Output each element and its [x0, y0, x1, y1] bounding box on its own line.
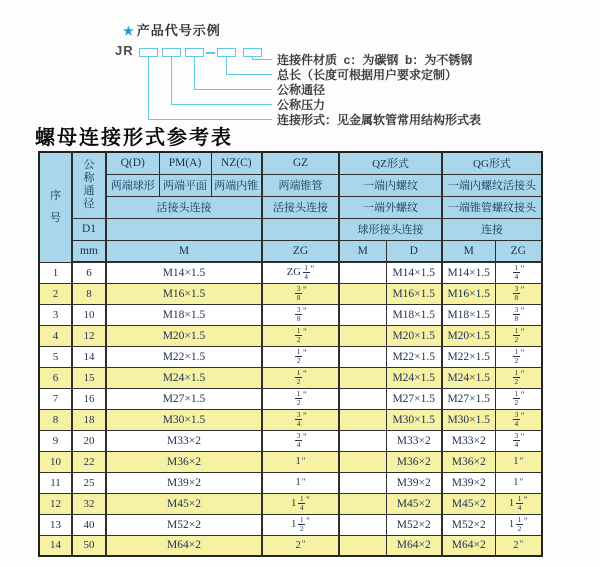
- header-zg-qg: ZG: [495, 240, 542, 262]
- cell-seq: 12: [39, 493, 72, 514]
- cell-qz-m: [339, 430, 386, 451]
- cell-m-thread: M30×1.5: [106, 409, 262, 430]
- cell-qg-m: M18×1.5: [442, 304, 495, 325]
- cell-gz-zg: $\frac{3}{4}$ ": [262, 409, 339, 430]
- cell-qz-d: M22×1.5: [386, 346, 442, 367]
- cell-m-thread: M36×2: [106, 451, 262, 472]
- cell-qz-m: [339, 409, 386, 430]
- table-title: 螺母连接形式参考表: [35, 127, 233, 149]
- cell-qz-d: M20×1.5: [386, 325, 442, 346]
- cell-qz-d: M64×2: [386, 535, 442, 556]
- cell-m-thread: M27×1.5: [106, 388, 262, 409]
- connector-line: [226, 74, 272, 75]
- cell-m-thread: M45×2: [106, 493, 262, 514]
- code-box-2: [162, 48, 181, 57]
- cell-qg-zg: $\frac{1}{4}$ ": [495, 262, 542, 283]
- header-qz-end2: 一端外螺纹: [339, 196, 442, 218]
- header-blank-left: [106, 218, 262, 240]
- header-qz-end1: 一端内螺纹: [339, 174, 442, 196]
- table-row: [39, 283, 542, 304]
- table-row: [39, 514, 542, 535]
- cell-m-thread: M52×2: [106, 514, 262, 535]
- cell-seq: 3: [39, 304, 72, 325]
- header-group-qz: QZ形式: [339, 152, 442, 174]
- connector-line: [148, 57, 149, 120]
- cell-qg-m: M20×1.5: [442, 325, 495, 346]
- header-d1: D1: [72, 218, 106, 240]
- cell-qg-zg: $\frac{3}{4}$ ": [495, 430, 542, 451]
- header-nominal-diameter: 公 称 通 径: [72, 152, 106, 218]
- nut-connection-table: [38, 151, 543, 557]
- code-box-3: [185, 48, 204, 57]
- cell-seq: 1: [39, 262, 72, 283]
- product-code-example-title: [123, 20, 221, 39]
- cell-gz-zg: $\frac{1}{2}$ ": [262, 346, 339, 367]
- cell-qg-m: M16×1.5: [442, 283, 495, 304]
- cell-seq: 11: [39, 472, 72, 493]
- header-seq: 序 号: [39, 152, 72, 262]
- header-pm-ends: 两端平面: [159, 174, 211, 196]
- cell-m-thread: M14×1.5: [106, 262, 262, 283]
- cell-dn: 18: [72, 409, 106, 430]
- connector-line: [171, 104, 272, 105]
- cell-qz-m: [339, 367, 386, 388]
- cell-qg-m: M36×2: [442, 451, 495, 472]
- cell-m-thread: M64×2: [106, 535, 262, 556]
- label-nominal-diameter: 公称通径: [277, 83, 326, 97]
- cell-qg-m: M39×2: [442, 472, 495, 493]
- cell-qg-m: M33×2: [442, 430, 495, 451]
- cell-seq: 9: [39, 430, 72, 451]
- cell-gz-zg: 1": [262, 451, 339, 472]
- cell-qz-d: M14×1.5: [386, 262, 442, 283]
- cell-qg-m: M64×2: [442, 535, 495, 556]
- reference-table: [38, 151, 543, 557]
- table-row: [39, 304, 542, 325]
- cell-dn: 40: [72, 514, 106, 535]
- table-body: [39, 262, 542, 556]
- connector-line: [171, 57, 172, 105]
- cell-seq: 4: [39, 325, 72, 346]
- cell-qz-m: [339, 283, 386, 304]
- cell-qz-d: M30×1.5: [386, 409, 442, 430]
- header-group-q: Q(D): [106, 152, 159, 174]
- cell-qg-m: M24×1.5: [442, 367, 495, 388]
- label-nominal-pressure: 公称压力: [277, 98, 326, 112]
- cell-qz-m: [339, 535, 386, 556]
- header-d-qz: D: [386, 240, 442, 262]
- cell-m-thread: M18×1.5: [106, 304, 262, 325]
- product-code-example-label: 产品代号示例: [136, 23, 221, 38]
- cell-qz-d: M52×2: [386, 514, 442, 535]
- cell-dn: 6: [72, 262, 106, 283]
- cell-qg-zg: $\frac{3}{8}$ ": [495, 304, 542, 325]
- header-qg-end2: 一端锥管螺纹接头: [442, 196, 542, 218]
- table-row: [39, 451, 542, 472]
- table-row: [39, 367, 542, 388]
- cell-dn: 12: [72, 325, 106, 346]
- cell-qz-d: M16×1.5: [386, 283, 442, 304]
- header-group-gz: GZ: [262, 152, 339, 174]
- cell-gz-zg: $\frac{3}{8}$ ": [262, 283, 339, 304]
- cell-seq: 7: [39, 388, 72, 409]
- cell-qg-zg: 1 $\frac{1}{2}$ ": [495, 514, 542, 535]
- cell-gz-zg: $\frac{3}{4}$ ": [262, 430, 339, 451]
- table-row: [39, 535, 542, 556]
- header-qz-connection: 球形接头连接: [339, 218, 442, 240]
- code-box-1: [139, 48, 158, 57]
- cell-qg-zg: $\frac{1}{2}$ ": [495, 325, 542, 346]
- table-row: [39, 262, 542, 283]
- cell-qz-d: M39×2: [386, 472, 442, 493]
- header-zg-gz: ZG: [262, 240, 339, 262]
- cell-qg-zg: $\frac{1}{2}$ ": [495, 388, 542, 409]
- cell-qg-m: M52×2: [442, 514, 495, 535]
- cell-qz-d: M27×1.5: [386, 388, 442, 409]
- cell-qz-m: [339, 304, 386, 325]
- table-row: [39, 430, 542, 451]
- header-qg-connection: 连接: [442, 218, 542, 240]
- cell-qg-zg: 1 $\frac{1}{4}$ ": [495, 493, 542, 514]
- label-total-length: 总长（长度可根据用户要求定制）: [277, 68, 458, 82]
- label-connection-form: 连接形式：见金属软管常用结构形式表: [277, 113, 482, 127]
- connector-line: [148, 119, 272, 120]
- header-qg-end1: 一端内螺纹活接头: [442, 174, 542, 196]
- cell-seq: 14: [39, 535, 72, 556]
- cell-qz-d: M45×2: [386, 493, 442, 514]
- header-mm: mm: [72, 240, 106, 262]
- code-box-5: [243, 48, 262, 57]
- cell-gz-zg: ZG $\frac{1}{4}$ ": [262, 262, 339, 283]
- cell-qz-m: [339, 472, 386, 493]
- cell-qg-zg: 2": [495, 535, 542, 556]
- cell-m-thread: M39×2: [106, 472, 262, 493]
- cell-dn: 14: [72, 346, 106, 367]
- code-box-4: [217, 48, 236, 57]
- cell-qg-zg: $\frac{3}{4}$ ": [495, 409, 542, 430]
- header-gz-connection: 活接头连接: [262, 196, 339, 218]
- cell-seq: 10: [39, 451, 72, 472]
- cell-seq: 8: [39, 409, 72, 430]
- table-row: [39, 472, 542, 493]
- cell-qg-zg: $\frac{1}{2}$ ": [495, 367, 542, 388]
- header-group-nz: NZ(C): [211, 152, 262, 174]
- connector-line: [194, 57, 195, 90]
- cell-m-thread: M33×2: [106, 430, 262, 451]
- connector-line: [226, 57, 227, 75]
- cell-seq: 5: [39, 346, 72, 367]
- cell-dn: 8: [72, 283, 106, 304]
- cell-qz-d: M33×2: [386, 430, 442, 451]
- cell-qz-m: [339, 262, 386, 283]
- code-prefix: JR: [115, 43, 134, 58]
- cell-gz-zg: $\frac{1}{2}$ ": [262, 388, 339, 409]
- cell-m-thread: M20×1.5: [106, 325, 262, 346]
- cell-m-thread: M24×1.5: [106, 367, 262, 388]
- connector-line: [194, 89, 272, 90]
- cell-dn: 10: [72, 304, 106, 325]
- cell-gz-zg: 1": [262, 472, 339, 493]
- cell-qg-zg: 1": [495, 472, 542, 493]
- cell-qz-d: M36×2: [386, 451, 442, 472]
- cell-gz-zg: 1 $\frac{1}{2}$ ": [262, 514, 339, 535]
- cell-qg-m: M27×1.5: [442, 388, 495, 409]
- table-row: [39, 493, 542, 514]
- cell-dn: 50: [72, 535, 106, 556]
- cell-qz-m: [339, 451, 386, 472]
- header-group-qg: QG形式: [442, 152, 542, 174]
- code-dash: [206, 52, 215, 54]
- cell-qg-m: M30×1.5: [442, 409, 495, 430]
- label-connector-material: 连接件材质 c：为碳钢 b：为不锈钢: [277, 53, 473, 67]
- cell-qz-d: M24×1.5: [386, 367, 442, 388]
- cell-gz-zg: $\frac{1}{2}$ ": [262, 325, 339, 346]
- table-row: [39, 346, 542, 367]
- cell-qg-m: M22×1.5: [442, 346, 495, 367]
- cell-qg-zg: 1": [495, 451, 542, 472]
- cell-gz-zg: $\frac{3}{8}$ ": [262, 304, 339, 325]
- cell-gz-zg: 1 $\frac{1}{4}$ ": [262, 493, 339, 514]
- cell-dn: 15: [72, 367, 106, 388]
- header-union-connection: 活接头连接: [106, 196, 262, 218]
- cell-qg-zg: $\frac{1}{2}$ ": [495, 346, 542, 367]
- header-m-qg: M: [442, 240, 495, 262]
- header-gz-ends: 两端锥管: [262, 174, 339, 196]
- cell-dn: 16: [72, 388, 106, 409]
- cell-qg-m: M45×2: [442, 493, 495, 514]
- cell-qg-m: M14×1.5: [442, 262, 495, 283]
- cell-qz-m: [339, 388, 386, 409]
- cell-dn: 32: [72, 493, 106, 514]
- cell-seq: 13: [39, 514, 72, 535]
- header-blank-gz: [262, 218, 339, 240]
- cell-seq: 2: [39, 283, 72, 304]
- header-q-ends: 两端球形: [106, 174, 159, 196]
- table-row: [39, 388, 542, 409]
- header-nz-ends: 两端内锥: [211, 174, 262, 196]
- cell-dn: 25: [72, 472, 106, 493]
- cell-qz-m: [339, 493, 386, 514]
- cell-qz-m: [339, 346, 386, 367]
- cell-dn: 20: [72, 430, 106, 451]
- connector-line: [252, 59, 272, 60]
- cell-m-thread: M22×1.5: [106, 346, 262, 367]
- cell-seq: 6: [39, 367, 72, 388]
- header-group-pm: PM(A): [159, 152, 211, 174]
- cell-qz-m: [339, 514, 386, 535]
- table-row: [39, 325, 542, 346]
- cell-gz-zg: $\frac{1}{2}$ ": [262, 367, 339, 388]
- cell-dn: 22: [72, 451, 106, 472]
- cell-qg-zg: $\frac{3}{8}$ ": [495, 283, 542, 304]
- cell-gz-zg: 2": [262, 535, 339, 556]
- cell-qz-d: M18×1.5: [386, 304, 442, 325]
- cell-qz-m: [339, 325, 386, 346]
- header-m-merged: M: [106, 240, 262, 262]
- table-row: [39, 409, 542, 430]
- header-m-qz: M: [339, 240, 386, 262]
- cell-m-thread: M16×1.5: [106, 283, 262, 304]
- star-icon: ★: [123, 24, 135, 38]
